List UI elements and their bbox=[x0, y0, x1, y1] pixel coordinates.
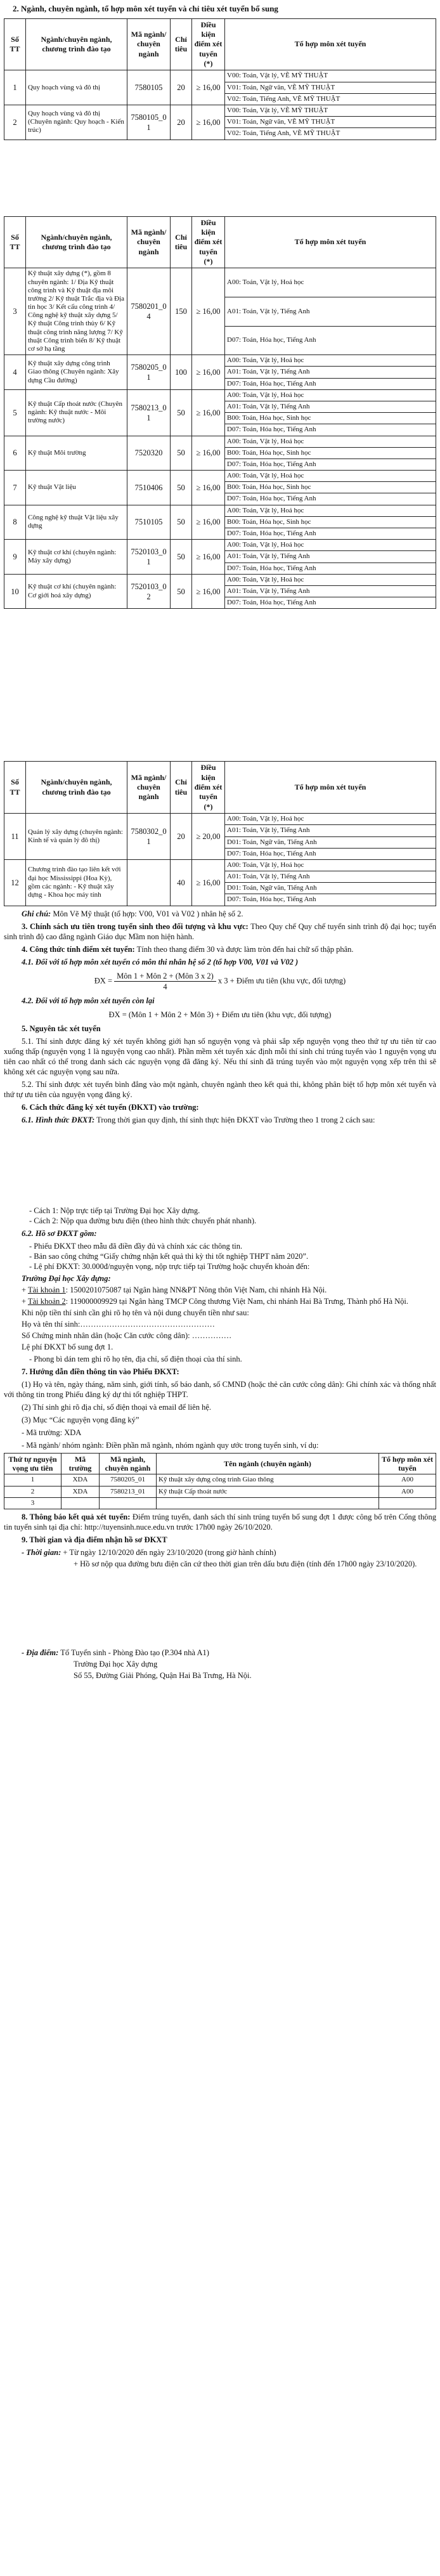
cell-stt: 2 bbox=[4, 105, 26, 140]
cell-score: ≥ 16,00 bbox=[192, 436, 225, 471]
cell-combo: D01: Toán, Ngữ văn, Tiếng Anh bbox=[225, 836, 436, 848]
cell-combo: A00: Toán, Vật lý, Hoá học bbox=[225, 574, 436, 585]
cell-major: Công nghệ kỹ thuật Vật liệu xây dựng bbox=[26, 505, 127, 540]
dossier-item: - Phiếu ĐKXT theo mẫu đã điền đầy đủ và chính xác các thông tin. bbox=[29, 1241, 436, 1251]
instruction-3: (3) Mục “Các nguyện vọng đăng ký” bbox=[22, 1415, 139, 1424]
cell-major: Kỹ thuật cơ khí (chuyên ngành: Cơ giới hoá xây dựng) bbox=[26, 574, 127, 609]
cell-quota: 50 bbox=[171, 471, 192, 505]
header-cell: Tổ hợp môn xét tuyển bbox=[379, 1453, 436, 1474]
cell-major: Kỹ thuật xây dựng (*), gồm 8 chuyên ngành: 1/ Địa Kỹ thuật công trình và Kỹ thuật địa môi trường 2/ Kỹ thuật Trắc địa và Địa tin học 3/ Kết cấu công trình 4/ Công nghệ kỹ thuật xây dựng 5/ Kỹ thuật Công trình thủy 6/ Kỹ thuật công trình năng lượng 7/ Kỹ thuật Công trình biển 8/ Kỹ thuật cơ sở hạ tầng bbox=[26, 268, 127, 355]
header-quota: Chỉ tiêu bbox=[171, 216, 192, 268]
cell-combo: D07: Toán, Hóa học, Tiếng Anh bbox=[225, 459, 436, 470]
cell-code: 7520103_01 bbox=[127, 540, 171, 575]
header-score: Điều kiện điểm xét tuyển (*) bbox=[192, 762, 225, 814]
header-stt: Số TT bbox=[4, 762, 26, 814]
cell-combo: V00: Toán, Vật lý, VẼ MỸ THUẬT bbox=[225, 105, 436, 116]
dossier-list-2 bbox=[29, 1354, 436, 1364]
instruction-2: (2) Thí sinh ghi rõ địa chỉ, số điện thoại và email để liên hệ. bbox=[22, 1402, 212, 1412]
cell-score: ≥ 20,00 bbox=[192, 814, 225, 860]
cell-stt: 10 bbox=[4, 574, 26, 609]
table-cell: 1 bbox=[4, 1474, 61, 1486]
bank-title: Trường Đại học Xây dựng: bbox=[22, 1273, 111, 1283]
section-6-1: 6.1. Hình thức ĐKXT: Trong thời gian quy định, thí sinh thực hiện ĐKXT vào Trường theo 1 trong 2 cách sau: bbox=[22, 1115, 375, 1124]
instruction-5: - Mã ngành/ nhóm ngành: Điền phần mã ngành, nhóm ngành quy ước trong tuyển sinh, ví dụ: bbox=[22, 1440, 319, 1450]
cell-combo: A00: Toán, Vật lý, Hoá học bbox=[225, 389, 436, 401]
cell-quota: 20 bbox=[171, 105, 192, 140]
note: Ghi chú: Môn Vẽ Mỹ thuật (tổ hợp: V00, V01 và V02 ) nhân hệ số 2. bbox=[22, 909, 243, 918]
table-row bbox=[4, 471, 436, 482]
cell-code: 7510406 bbox=[127, 471, 171, 505]
table-cell: XDA bbox=[61, 1474, 100, 1486]
table-row bbox=[4, 1497, 436, 1509]
section-6-title: 6. Cách thức đăng ký xét tuyển (ĐKXT) vào trường: bbox=[22, 1102, 199, 1112]
cell-major: Quản lý xây dựng (chuyên ngành: Kinh tế và quản lý đô thị) bbox=[26, 814, 127, 860]
cell-score: ≥ 16,00 bbox=[192, 859, 225, 906]
cell-stt: 4 bbox=[4, 355, 26, 390]
cell-major: Kỹ thuật cơ khí (chuyên ngành: Máy xây dựng) bbox=[26, 540, 127, 575]
cell-code: 7520320 bbox=[127, 436, 171, 471]
cell-major: Quy hoạch vùng và đô thị (Chuyên ngành: Quy hoạch - Kiến trúc) bbox=[26, 105, 127, 140]
header-combos: Tổ hợp môn xét tuyển bbox=[225, 762, 436, 814]
cell-stt: 1 bbox=[4, 70, 26, 105]
cell-combo: V02: Toán, Tiếng Anh, VẼ MỸ THUẬT bbox=[225, 93, 436, 105]
place-line-3: Số 55, Đường Giải Phóng, Quận Hai Bà Trưng, Hà Nội. bbox=[74, 1670, 252, 1680]
header-code: Mã ngành/ chuyên ngành bbox=[127, 762, 171, 814]
cell-quota: 50 bbox=[171, 389, 192, 436]
header-combos: Tổ hợp môn xét tuyển bbox=[225, 18, 436, 70]
table-cell: 2 bbox=[4, 1486, 61, 1497]
cell-combo: D07: Toán, Hóa học, Tiếng Anh bbox=[225, 848, 436, 859]
header-cell: Mã ngành, chuyên ngành bbox=[100, 1453, 157, 1474]
table-cell: 7580213_01 bbox=[100, 1486, 157, 1497]
cell-combo: A00: Toán, Vật lý, Hoá học bbox=[225, 540, 436, 551]
formula-fraction: $\frac{\text{Môn 1 + Môn 2 + (Môn 3 x 2)}}{4}$ bbox=[114, 971, 216, 992]
cell-combo: D07: Toán, Hóa học, Tiếng Anh bbox=[225, 894, 436, 906]
place-line-1: - Địa điểm: Tổ Tuyển sinh - Phòng Đào tạo (P.304 nhà A1) bbox=[22, 1648, 209, 1657]
table-row bbox=[4, 355, 436, 367]
header-stt: Số TT bbox=[4, 216, 26, 268]
cell-quota: 50 bbox=[171, 540, 192, 575]
cell-quota: 50 bbox=[171, 436, 192, 471]
place-line-2: Trường Đại học Xây dựng bbox=[74, 1659, 158, 1669]
cell-combo: A01: Toán, Vật lý, Tiếng Anh bbox=[225, 871, 436, 883]
table-cell: XDA bbox=[61, 1486, 100, 1497]
cell-stt: 11 bbox=[4, 814, 26, 860]
cell-quota: 150 bbox=[171, 268, 192, 355]
cell-major: Quy hoạch vùng và đô thị bbox=[26, 70, 127, 105]
cell-code: 7510105 bbox=[127, 505, 171, 540]
table-cell: 7580205_01 bbox=[100, 1474, 157, 1486]
table-cell: A00 bbox=[379, 1486, 436, 1497]
header-quota: Chỉ tiêu bbox=[171, 18, 192, 70]
cell-combo: A01: Toán, Vật lý, Tiếng Anh bbox=[225, 297, 436, 326]
cell-major: Kỹ thuật Vật liệu bbox=[26, 471, 127, 505]
table-header bbox=[4, 216, 436, 268]
cell-major: Kỹ thuật xây dựng công trình Giao thông (Chuyên ngành: Xây dựng Cầu đường) bbox=[26, 355, 127, 390]
section-3: 3. Chính sách ưu tiên trong tuyển sinh theo đối tượng và khu vực: Theo Quy chế Quy chế tuyển sinh trình độ đại học; tuyển sinh trình độ cao đẳng ngành Giáo dục Mầm non hiện hành. bbox=[4, 921, 437, 941]
cell-score: ≥ 16,00 bbox=[192, 70, 225, 105]
cell-code: 7580201_04 bbox=[127, 268, 171, 355]
cell-combo: B00: Toán, Hóa học, Sinh học bbox=[225, 516, 436, 528]
cell-major: Kỹ thuật Môi trường bbox=[26, 436, 127, 471]
cell-stt: 7 bbox=[4, 471, 26, 505]
cell-combo: A00: Toán, Vật lý, Hoá học bbox=[225, 355, 436, 367]
header-score: Điều kiện điểm xét tuyển (*) bbox=[192, 18, 225, 70]
cell-combo: A00: Toán, Vật lý, Hoá học bbox=[225, 436, 436, 447]
cell-combo: V01: Toán, Ngữ văn, VẼ MỸ THUẬT bbox=[225, 82, 436, 93]
cell-code bbox=[127, 859, 171, 906]
time-line-2: + Hồ sơ nộp qua đường bưu điện căn cứ theo thời gian trên dấu bưu điện (tính đến 17h00 ngày 23/10/2020). bbox=[74, 1559, 417, 1568]
cell-quota: 20 bbox=[171, 70, 192, 105]
cell-combo: D07: Toán, Hóa học, Tiếng Anh bbox=[225, 378, 436, 389]
cell-combo: D07: Toán, Hóa học, Tiếng Anh bbox=[225, 528, 436, 540]
table-cell bbox=[61, 1497, 100, 1509]
header-code: Mã ngành/ chuyên ngành bbox=[127, 18, 171, 70]
table-row bbox=[4, 268, 436, 297]
cell-stt: 6 bbox=[4, 436, 26, 471]
cell-score: ≥ 16,00 bbox=[192, 471, 225, 505]
cell-code: 7520103_02 bbox=[127, 574, 171, 609]
table-cell: Kỹ thuật Cấp thoát nước bbox=[157, 1486, 379, 1497]
header-cell: Tên ngành (chuyên ngành) bbox=[157, 1453, 379, 1474]
cell-score: ≥ 16,00 bbox=[192, 355, 225, 390]
cell-combo: D07: Toán, Hóa học, Tiếng Anh bbox=[225, 326, 436, 355]
cell-combo: D07: Toán, Hóa học, Tiếng Anh bbox=[225, 597, 436, 609]
table-row bbox=[4, 436, 436, 447]
cell-stt: 3 bbox=[4, 268, 26, 355]
table-row bbox=[4, 814, 436, 825]
cell-score: ≥ 16,00 bbox=[192, 389, 225, 436]
cell-combo: V02: Toán, Tiếng Anh, VẼ MỸ THUẬT bbox=[225, 128, 436, 140]
admission-table-2 bbox=[4, 216, 436, 609]
section-4-2-title: 4.2. Đối với tổ hợp môn xét tuyển còn lại bbox=[22, 996, 155, 1005]
header-cell: Mã trường bbox=[61, 1453, 100, 1474]
section-7-title: 7. Hướng dẫn điền thông tin vào Phiếu ĐKXT: bbox=[22, 1367, 179, 1376]
cell-combo: A00: Toán, Vật lý, Hoá học bbox=[225, 814, 436, 825]
formula-4-2: ĐX = (Môn 1 + Môn 2 + Môn 3) + Điểm ưu tiên (khu vực, đối tượng) bbox=[108, 1010, 332, 1019]
section-9-title: 9. Thời gian và địa điểm nhận hồ sơ ĐKXT bbox=[22, 1535, 167, 1544]
table-row bbox=[4, 70, 436, 82]
cell-combo: A01: Toán, Vật lý, Tiếng Anh bbox=[225, 585, 436, 597]
cell-stt: 9 bbox=[4, 540, 26, 575]
cell-quota: 50 bbox=[171, 505, 192, 540]
table-cell: A00 bbox=[379, 1474, 436, 1486]
section-4: 4. Công thức tính điểm xét tuyển: Tính theo thang điểm 30 và được làm tròn đến hai chữ số thập phân. bbox=[22, 944, 354, 954]
table-cell: Kỹ thuật xây dựng công trình Giao thông bbox=[157, 1474, 379, 1486]
cell-combo: B00: Toán, Hóa học, Sinh học bbox=[225, 447, 436, 459]
table-header bbox=[4, 762, 436, 814]
cell-score: ≥ 16,00 bbox=[192, 505, 225, 540]
section-2-title: 2. Ngành, chuyên ngành, tổ hợp môn xét tuyển và chỉ tiêu xét tuyển bổ sung bbox=[13, 4, 278, 13]
submission-methods bbox=[29, 1206, 436, 1226]
header-cell: Thứ tự nguyện vọng ưu tiên bbox=[4, 1453, 61, 1474]
cell-combo: D01: Toán, Ngữ văn, Tiếng Anh bbox=[225, 883, 436, 894]
table-row bbox=[4, 505, 436, 516]
dossier-item: - Phong bì dán tem ghi rõ họ tên, địa chỉ, số điện thoại của thí sinh. bbox=[29, 1354, 436, 1364]
cell-combo: D07: Toán, Hóa học, Tiếng Anh bbox=[225, 493, 436, 505]
cell-combo: B00: Toán, Hóa học, Sinh học bbox=[225, 413, 436, 424]
section-4-1-title: 4.1. Đối với tổ hợp môn xét tuyển có môn thi nhân hệ số 2 (tổ hợp V00, V01 và V02 ) bbox=[22, 957, 299, 966]
header-major: Ngành/chuyên ngành, chương trình đào tạo bbox=[26, 18, 127, 70]
document-page bbox=[0, 4, 440, 1691]
transfer-field-name: Họ và tên thí sinh:…………………………………………… bbox=[22, 1319, 215, 1329]
table-row bbox=[4, 1486, 436, 1497]
table-cell bbox=[100, 1497, 157, 1509]
table-row bbox=[4, 540, 436, 551]
time-line-1: - Thời gian: + Từ ngày 12/10/2020 đến ngày 23/10/2020 (trong giờ hành chính) bbox=[22, 1547, 276, 1557]
header-stt: Số TT bbox=[4, 18, 26, 70]
cell-stt: 12 bbox=[4, 859, 26, 906]
example-preferences-table bbox=[4, 1453, 436, 1509]
header-quota: Chỉ tiêu bbox=[171, 762, 192, 814]
cell-score: ≥ 16,00 bbox=[192, 268, 225, 355]
cell-quota: 50 bbox=[171, 574, 192, 609]
cell-quota: 20 bbox=[171, 814, 192, 860]
table-cell bbox=[379, 1497, 436, 1509]
cell-combo: A01: Toán, Vật lý, Tiếng Anh bbox=[225, 367, 436, 378]
cell-score: ≥ 16,00 bbox=[192, 105, 225, 140]
section-8: 8. Thông báo kết quả xét tuyển: Điểm trúng tuyển, danh sách thí sinh trúng tuyển bổ sung đợt 1 được công bố trên Cổng thông tin tuyển sinh tại địa chỉ: http://tuyensinh.nuce.edu.vn trước 17h00 ngày 26/10/2020. bbox=[4, 1512, 436, 1532]
bank-account-2: + Tài khoản 2: 119000009929 tại Ngân hàng TMCP Công thương Việt Nam, chi nhánh Hai Bà Trưng, Thành phố Hà Nội. bbox=[22, 1296, 409, 1306]
cell-stt: 8 bbox=[4, 505, 26, 540]
table-row bbox=[4, 859, 436, 871]
cell-code: 7580105_01 bbox=[127, 105, 171, 140]
dossier-list bbox=[29, 1241, 436, 1272]
formula-4-1: ĐX = $\frac{\text{Môn 1 + Môn 2 + (Môn 3 x 2)}}{4}$ x 3 + Điểm ưu tiên (khu vực, đối tượng) bbox=[94, 971, 346, 991]
cell-code: 7580205_01 bbox=[127, 355, 171, 390]
cell-combo: V01: Toán, Ngữ văn, VẼ MỸ THUẬT bbox=[225, 117, 436, 128]
header-major: Ngành/chuyên ngành, chương trình đào tạo bbox=[26, 216, 127, 268]
table-row bbox=[4, 389, 436, 401]
header-major: Ngành/chuyên ngành, chương trình đào tạo bbox=[26, 762, 127, 814]
cell-combo: D07: Toán, Hóa học, Tiếng Anh bbox=[225, 424, 436, 436]
cell-stt: 5 bbox=[4, 389, 26, 436]
table-row bbox=[4, 1474, 436, 1486]
transfer-field-id: Số Chứng minh nhân dân (hoặc Căn cước công dân): …………… bbox=[22, 1330, 232, 1340]
cell-combo: B00: Toán, Hóa học, Sinh học bbox=[225, 482, 436, 493]
table-header bbox=[4, 18, 436, 70]
dossier-title: 6.2. Hồ sơ ĐKXT gồm: bbox=[22, 1228, 97, 1238]
cell-score: ≥ 16,00 bbox=[192, 540, 225, 575]
header-combos: Tổ hợp môn xét tuyển bbox=[225, 216, 436, 268]
cell-code: 7580213_01 bbox=[127, 389, 171, 436]
cell-major: Chương trình đào tạo liên kết với đại học Mississippi (Hoa Kỳ), gồm các ngành: - Kỹ thuật xây dựng - Khoa học máy tính bbox=[26, 859, 127, 906]
cell-code: 7580105 bbox=[127, 70, 171, 105]
cell-combo: A01: Toán, Vật lý, Tiếng Anh bbox=[225, 825, 436, 836]
table-row bbox=[4, 574, 436, 585]
dossier-item: - Bản sao công chứng “Giấy chứng nhận kết quả thi kỳ thi tốt nghiệp THPT năm 2020”. bbox=[29, 1251, 436, 1261]
table-header bbox=[4, 1453, 436, 1474]
cell-combo: A00: Toán, Vật lý, Hoá học bbox=[225, 471, 436, 482]
cell-combo: D07: Toán, Hóa học, Tiếng Anh bbox=[225, 563, 436, 574]
cell-quota: 100 bbox=[171, 355, 192, 390]
cell-score: ≥ 16,00 bbox=[192, 574, 225, 609]
instruction-1: (1) Họ và tên, ngày tháng, năm sinh, giới tính, số báo danh, số CMND (hoặc thẻ căn cước công dân): Ghi chính xác và thống nhất với thông tin trong Phiếu đăng ký dự thi tốt nghiệp THPT. bbox=[4, 1379, 436, 1399]
cell-combo: A00: Toán, Vật lý, Hoá học bbox=[225, 859, 436, 871]
section-5-1: 5.1. Thí sinh được đăng ký xét tuyển không giới hạn số nguyện vọng và phải sắp xếp nguyện vọng theo thứ tự ưu tiên từ cao xuống thấp (nguyện vọng 1 là nguyện vọng cao nhất). Phần mềm xét tuyển xác định mỗi thí sinh chỉ trúng tuyển vào 1 nguyện vọng ưu tiên cao nhất có thể trong danh sách các nguyện vọng đã đăng ký. Nếu thí sinh đã trúng tuyển vào một nguyện vọng xếp trên thì sẽ không xét các nguyện vọng sau nữa. bbox=[4, 1036, 436, 1076]
section-5-2: 5.2. Thí sinh được xét tuyển bình đẳng vào một ngành, chuyên ngành theo kết quả thi, không phân biệt tổ hợp môn xét tuyển và thứ tự ưu tiên của nguyện vọng đăng ký. bbox=[4, 1079, 436, 1099]
method-2: - Cách 2: Nộp qua đường bưu điện (theo hình thức chuyển phát nhanh). bbox=[29, 1216, 436, 1226]
cell-combo: A01: Toán, Vật lý, Tiếng Anh bbox=[225, 401, 436, 412]
header-score: Điều kiện điểm xét tuyển (*) bbox=[192, 216, 225, 268]
transfer-field-fee: Lệ phí ĐKXT bổ sung đợt 1. bbox=[22, 1342, 113, 1351]
cell-code: 7580302_01 bbox=[127, 814, 171, 860]
table-cell: 3 bbox=[4, 1497, 61, 1509]
cell-combo: A00: Toán, Vật lý, Hoá học bbox=[225, 505, 436, 516]
cell-combo: A01: Toán, Vật lý, Tiếng Anh bbox=[225, 551, 436, 563]
table-row bbox=[4, 105, 436, 116]
method-1: - Cách 1: Nộp trực tiếp tại Trường Đại học Xây dựng. bbox=[29, 1206, 436, 1216]
admission-table-3 bbox=[4, 761, 436, 906]
transfer-note: Khi nộp tiền thí sinh cần ghi rõ họ tên và nội dung chuyển tiền như sau: bbox=[22, 1308, 249, 1317]
cell-quota: 40 bbox=[171, 859, 192, 906]
dossier-item: - Lệ phí ĐKXT: 30.000đ/nguyện vọng, nộp trực tiếp tại Trường hoặc chuyển khoản đến: bbox=[29, 1261, 436, 1272]
section-5-title: 5. Nguyên tắc xét tuyển bbox=[22, 1024, 101, 1033]
instruction-4: - Mã trường: XDA bbox=[22, 1428, 82, 1437]
cell-major: Kỹ thuật Cấp thoát nước (Chuyên ngành: Kỹ thuật nước - Môi trường nước) bbox=[26, 389, 127, 436]
table-cell bbox=[157, 1497, 379, 1509]
bank-account-1: + Tài khoản 1: 1500201075087 tại Ngân hàng NN&PT Nông thôn Việt Nam, chi nhánh Hà Nội. bbox=[22, 1285, 327, 1294]
cell-combo: V00: Toán, Vật lý, VẼ MỸ THUẬT bbox=[225, 70, 436, 82]
header-code: Mã ngành/ chuyên ngành bbox=[127, 216, 171, 268]
cell-combo: A00: Toán, Vật lý, Hoá học bbox=[225, 268, 436, 297]
admission-table-1 bbox=[4, 18, 436, 140]
